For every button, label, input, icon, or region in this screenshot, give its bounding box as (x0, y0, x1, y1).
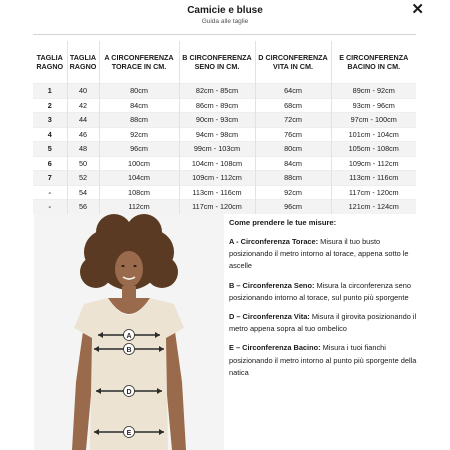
table-cell: 109cm - 112cm (179, 171, 255, 186)
table-cell: 76cm (255, 127, 331, 142)
table-cell: 42 (67, 98, 99, 113)
table-cell: 64cm (255, 84, 331, 99)
table-cell: 99cm - 103cm (179, 142, 255, 157)
modal-header (0, 0, 450, 32)
column-header: TAGLIA RAGNO (33, 41, 67, 84)
table-cell: 104cm - 108cm (179, 156, 255, 171)
model-illustration (34, 214, 224, 450)
table-cell: 88cm (255, 171, 331, 186)
table-row (33, 84, 416, 99)
table-cell: 113cm - 116cm (179, 185, 255, 200)
table-row (33, 113, 416, 128)
marker-e-label: E (126, 429, 132, 437)
instruction-b (229, 280, 419, 304)
modal-title: Camicie e bluse (187, 5, 263, 16)
table-cell: 5 (33, 142, 67, 157)
column-header: D CIRCONFERENZA VITA IN CM. (255, 41, 331, 84)
table-cell: 84cm (99, 98, 179, 113)
column-header: A CIRCONFERENZA TORACE IN CM. (99, 41, 179, 84)
table-cell: 50 (67, 156, 99, 171)
close-icon[interactable]: ✕ (411, 1, 424, 18)
table-cell: 117cm - 120cm (331, 185, 416, 200)
instruction-e (229, 342, 419, 379)
instruction-label: D – Circonferenza Vita: (229, 312, 310, 322)
table-cell: 56 (67, 200, 99, 214)
table-cell: 68cm (255, 98, 331, 113)
table-cell: 90cm - 93cm (179, 113, 255, 128)
table-cell: 113cm - 116cm (331, 171, 416, 186)
instruction-label: A - Circonferenza Torace: (229, 237, 319, 246)
table-cell: 48 (67, 142, 99, 157)
table-cell: 100cm (99, 156, 179, 171)
measure-instructions (229, 218, 419, 386)
instruction-text: Misura il girovita posizionando il metro appena sopra al tuo ombelico (229, 312, 417, 334)
modal-subtitle: Guida alle taglie (201, 18, 249, 25)
table-row (33, 185, 416, 200)
instruction-text: Misura i tuoi fianchi posizionando il metro intorno al punto più sporgente della natica (229, 343, 417, 377)
table-cell: 109cm - 112cm (331, 156, 416, 171)
size-table-header (33, 41, 416, 84)
table-cell: 108cm (99, 185, 179, 200)
table-cell: - (33, 200, 67, 214)
table-cell: 112cm (99, 200, 179, 214)
instruction-label: B – Circonferenza Seno: (229, 280, 315, 290)
column-header: B CIRCONFERENZA SENO IN CM. (179, 41, 255, 84)
table-cell: 80cm (99, 84, 179, 99)
table-cell: 84cm (255, 156, 331, 171)
instructions-heading: Come prendere le tue misure: (229, 218, 337, 227)
table-cell: 89cm - 92cm (331, 84, 416, 99)
table-cell: 101cm - 104cm (331, 127, 416, 142)
table-cell: 96cm (99, 142, 179, 157)
table-cell: 46 (67, 127, 99, 142)
table-cell: 117cm - 120cm (179, 200, 255, 214)
table-cell: 2 (33, 98, 67, 113)
table-cell: 92cm (255, 185, 331, 200)
column-header: TAGLIA RAGNO (67, 41, 99, 84)
table-row (33, 200, 416, 214)
table-cell: 54 (67, 185, 99, 200)
table-row (33, 171, 416, 186)
table-cell: 86cm - 89cm (179, 98, 255, 113)
table-cell: 97cm - 100cm (331, 113, 416, 128)
table-cell: 121cm - 124cm (331, 200, 416, 214)
table-cell: 94cm - 98cm (179, 127, 255, 142)
size-table (33, 41, 416, 214)
table-cell: 40 (67, 84, 99, 99)
instruction-text: Misura la circonferenza seno posizionando intorno al torace, sul punto più sporgente (229, 280, 411, 302)
table-cell: 44 (67, 113, 99, 128)
column-header: E CIRCONFERENZA BACINO IN CM. (331, 41, 416, 84)
table-cell: 7 (33, 171, 67, 186)
table-cell: 105cm - 108cm (331, 142, 416, 157)
marker-a-label: A (126, 332, 132, 340)
table-cell: 4 (33, 127, 67, 142)
instruction-a (229, 236, 419, 273)
marker-b-label: B (126, 346, 132, 354)
table-cell: - (33, 185, 67, 200)
table-cell: 96cm (255, 200, 331, 214)
table-cell: 93cm - 96cm (331, 98, 416, 113)
table-cell: 92cm (99, 127, 179, 142)
table-cell: 72cm (255, 113, 331, 128)
table-cell: 88cm (99, 113, 179, 128)
table-row (33, 127, 416, 142)
marker-d-label: D (126, 388, 132, 396)
table-row (33, 142, 416, 157)
table-cell: 80cm (255, 142, 331, 157)
instruction-d (229, 311, 419, 335)
model-figure (34, 214, 224, 450)
table-cell: 6 (33, 156, 67, 171)
table-row (33, 156, 416, 171)
table-cell: 3 (33, 113, 67, 128)
table-cell: 104cm (99, 171, 179, 186)
table-cell: 52 (67, 171, 99, 186)
instruction-label: E – Circonferenza Bacino: (229, 343, 321, 353)
table-cell: 82cm - 85cm (179, 84, 255, 99)
table-cell: 1 (33, 84, 67, 99)
size-table-body (33, 84, 416, 214)
header-divider (33, 34, 416, 35)
instruction-text: Misura il tuo busto posizionando il metro intorno al torace, appena sotto le ascelle (229, 237, 409, 271)
table-row (33, 98, 416, 113)
